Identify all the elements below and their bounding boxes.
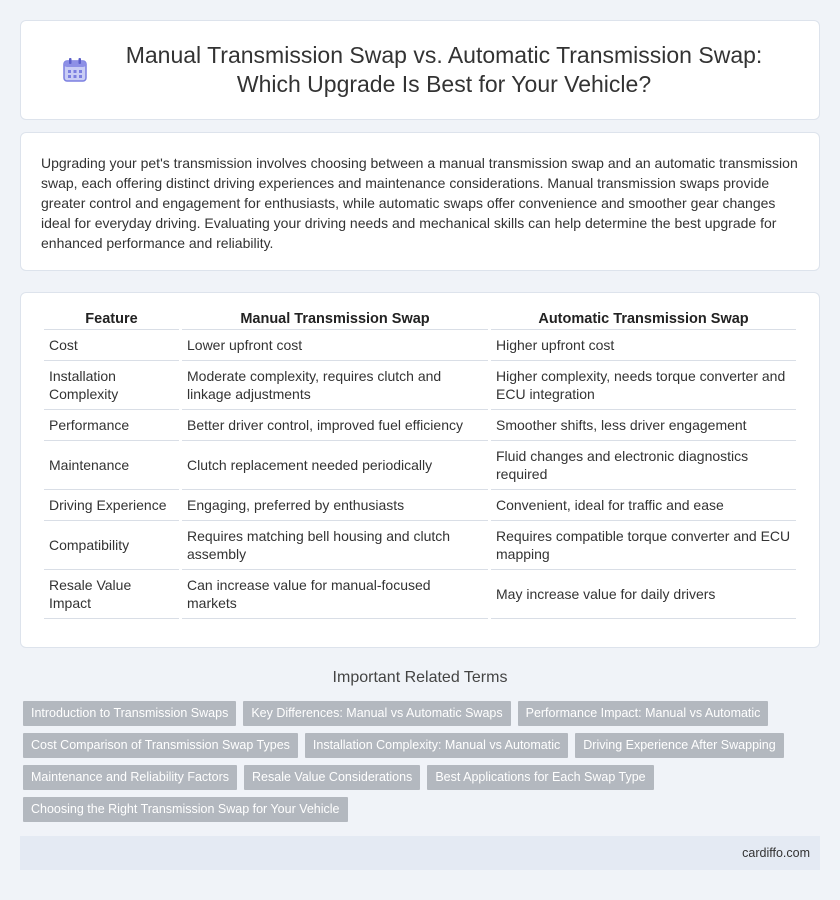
- table-cell-feature: Compatibility: [44, 521, 179, 570]
- table-cell-manual: Requires matching bell housing and clutch assembly: [182, 521, 488, 570]
- intro-card: [20, 132, 820, 271]
- table-row: [44, 521, 796, 570]
- table-cell-feature: Cost: [44, 330, 179, 361]
- related-term-tag[interactable]: Performance Impact: Manual vs Automatic: [518, 701, 769, 726]
- table-cell-manual: Can increase value for manual-focused markets: [182, 570, 488, 619]
- column-header-automatic: Automatic Transmission Swap: [491, 307, 796, 330]
- table-row: [44, 410, 796, 441]
- related-term-tag[interactable]: Resale Value Considerations: [244, 765, 420, 790]
- comparison-table-card: [20, 292, 820, 648]
- related-terms-heading: Important Related Terms: [332, 669, 508, 686]
- page-title: Manual Transmission Swap vs. Automatic Transmission Swap: Which Upgrade Is Best for Your Vehicle?: [125, 42, 763, 97]
- table-cell-manual: Lower upfront cost: [182, 330, 488, 361]
- comparison-table: [41, 307, 799, 619]
- footer-site-link[interactable]: cardiffo.com: [742, 846, 810, 860]
- table-cell-manual: Clutch replacement needed periodically: [182, 441, 488, 490]
- related-term-tag[interactable]: Choosing the Right Transmission Swap for Your Vehicle: [23, 797, 348, 822]
- table-cell-manual: Moderate complexity, requires clutch and linkage adjustments: [182, 361, 488, 410]
- table-cell-feature: Maintenance: [44, 441, 179, 490]
- header-card: [20, 20, 820, 120]
- calendar-icon: [61, 56, 89, 84]
- related-term-tag[interactable]: Installation Complexity: Manual vs Automatic: [305, 733, 568, 758]
- table-header-row: [44, 307, 796, 330]
- table-row: [44, 441, 796, 490]
- table-cell-automatic: Requires compatible torque converter and ECU mapping: [491, 521, 796, 570]
- intro-paragraph: Upgrading your pet's transmission involves choosing between a manual transmission swap and an automatic transmission swap, each offering distinct driving experiences and maintenance considerations. Manual transmission swaps provide greater control and engagement for enthusiasts, while automatic swaps offer convenience and smoother gear changes ideal for everyday driving. Evaluating your driving needs and mechanical skills can help determine the best upgrade for enhanced performance and reliability.: [41, 155, 798, 251]
- table-row: [44, 490, 796, 521]
- table-row: [44, 570, 796, 619]
- table-cell-feature: Driving Experience: [44, 490, 179, 521]
- related-term-tag[interactable]: Best Applications for Each Swap Type: [427, 765, 653, 790]
- table-row: [44, 361, 796, 410]
- table-cell-feature: Resale Value Impact: [44, 570, 179, 619]
- column-header-manual: Manual Transmission Swap: [182, 307, 488, 330]
- related-term-tag[interactable]: Introduction to Transmission Swaps: [23, 701, 236, 726]
- related-term-tag[interactable]: Key Differences: Manual vs Automatic Swaps: [243, 701, 510, 726]
- table-cell-automatic: Fluid changes and electronic diagnostics required: [491, 441, 796, 490]
- related-term-tag[interactable]: Cost Comparison of Transmission Swap Types: [23, 733, 298, 758]
- column-header-feature: Feature: [44, 307, 179, 330]
- table-cell-manual: Engaging, preferred by enthusiasts: [182, 490, 488, 521]
- table-cell-automatic: Convenient, ideal for traffic and ease: [491, 490, 796, 521]
- related-terms-list: [23, 701, 823, 822]
- footer: [20, 836, 820, 870]
- table-cell-automatic: Higher complexity, needs torque converter and ECU integration: [491, 361, 796, 410]
- related-term-tag[interactable]: Maintenance and Reliability Factors: [23, 765, 237, 790]
- table-cell-automatic: Smoother shifts, less driver engagement: [491, 410, 796, 441]
- table-cell-automatic: May increase value for daily drivers: [491, 570, 796, 619]
- table-row: [44, 330, 796, 361]
- table-cell-automatic: Higher upfront cost: [491, 330, 796, 361]
- related-term-tag[interactable]: Driving Experience After Swapping: [575, 733, 783, 758]
- table-cell-feature: Performance: [44, 410, 179, 441]
- table-cell-manual: Better driver control, improved fuel efficiency: [182, 410, 488, 441]
- table-cell-feature: Installation Complexity: [44, 361, 179, 410]
